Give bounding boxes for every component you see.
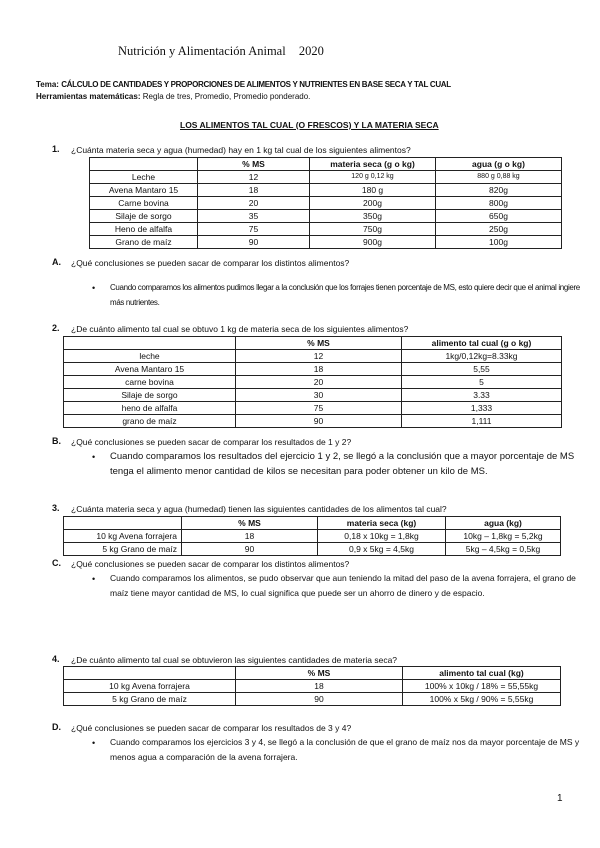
table-cell: 750g [310, 223, 436, 236]
table-header-cell [64, 337, 236, 350]
qb-letter: B. [52, 436, 61, 446]
table-cell: 5 kg Grano de maíz [64, 693, 236, 706]
table-row [64, 680, 561, 693]
table-cell: grano de maíz [64, 415, 236, 428]
table-cell: 820g [436, 184, 562, 197]
table-cell: 250g [436, 223, 562, 236]
table-cell: Avena Mantaro 15 [64, 363, 236, 376]
table-row [90, 197, 562, 210]
table-cell: carne bovina [64, 376, 236, 389]
table-cell: Silaje de sorgo [90, 210, 198, 223]
qb-text: ¿Qué conclusiones se pueden sacar de comparar los resultados de 1 y 2? [71, 437, 352, 447]
table-header-cell: % MS [198, 158, 310, 171]
table-cell: 1,333 [402, 402, 562, 415]
table-cell: Heno de alfalfa [90, 223, 198, 236]
table-cell: 12 [198, 171, 310, 184]
table-cell: 5,55 [402, 363, 562, 376]
qd-answer: Cuando comparamos los ejercicios 3 y 4, se llegó a la conclusión de que el grano de maíz nos da mayor porcentaje de MS y menos agua a comparación de la avena forrajera. [110, 737, 580, 762]
table-cell: 10kg – 1,8kg = 5,2kg [446, 530, 561, 543]
table-row [64, 530, 561, 543]
table-cell: 200g [310, 197, 436, 210]
section-title: LOS ALIMENTOS TAL CUAL (O FRESCOS) Y LA MATERIA SECA [180, 120, 439, 130]
table-cell: 20 [236, 376, 402, 389]
table-row [90, 223, 562, 236]
table-row [64, 350, 562, 363]
table-cell: 350g [310, 210, 436, 223]
table-header-cell: materia seca (g o kg) [310, 158, 436, 171]
qc-letter: C. [52, 558, 61, 568]
table-cell: 18 [182, 530, 318, 543]
qa-letter: A. [52, 257, 61, 267]
tema-text: CÁLCULO DE CANTIDADES Y PROPORCIONES DE ALIMENTOS Y NUTRIENTES EN BASE SECA Y TAL CUAL [61, 80, 451, 89]
bullet-icon: • [92, 452, 96, 462]
q1-text: ¿Cuánta materia seca y agua (humedad) hay en 1 kg tal cual de los siguientes alimentos? [71, 145, 411, 155]
table-header-cell [90, 158, 198, 171]
q3-number: 3. [52, 503, 60, 513]
table-header-row [64, 667, 561, 680]
bullet-icon: • [92, 738, 96, 748]
table-cell: 90 [198, 236, 310, 249]
table-cell: 5 kg Grano de maíz [64, 543, 182, 556]
table-cell: 10 kg Avena forrajera [64, 530, 182, 543]
table-cell: 90 [182, 543, 318, 556]
table-cell: 3.33 [402, 389, 562, 402]
table-cell: Carne bovina [90, 197, 198, 210]
bullet-icon: • [92, 283, 96, 293]
table-header-cell: agua (kg) [446, 517, 561, 530]
q3-table [63, 516, 561, 556]
q1-table [89, 157, 562, 249]
table-cell: 100% x 5kg / 90% = 5,55kg [403, 693, 561, 706]
table-row [64, 389, 562, 402]
table-cell: leche [64, 350, 236, 363]
table-cell: Silaje de sorgo [64, 389, 236, 402]
q3-text: ¿Cuánta materia seca y agua (humedad) tienen las siguientes cantidades de los alimentos tal cual? [71, 504, 447, 514]
table-row [64, 402, 562, 415]
q4-number: 4. [52, 654, 60, 664]
qc-text: ¿Qué conclusiones se pueden sacar de comparar los distintos alimentos? [71, 559, 350, 569]
table-cell: 100g [436, 236, 562, 249]
qd-letter: D. [52, 722, 61, 732]
table-row [64, 376, 562, 389]
table-cell: 18 [236, 363, 402, 376]
herramientas-line [36, 92, 310, 101]
table-cell: 100% x 10kg / 18% = 55,55kg [403, 680, 561, 693]
q2-text: ¿De cuánto alimento tal cual se obtuvo 1 kg de materia seca de los siguientes alimentos? [71, 324, 409, 334]
table-cell: 35 [198, 210, 310, 223]
table-cell: 90 [236, 415, 402, 428]
table-cell: 5 [402, 376, 562, 389]
q4-table [63, 666, 561, 706]
qa-answer: Cuando comparamos los alimentos pudimos llegar a la conclusión que los forrajes tienen porcentaje de MS, esto quiere decir que el animal ingiere más nutrientes. [110, 283, 580, 307]
table-cell: 75 [198, 223, 310, 236]
herramientas-text: Regla de tres, Promedio, Promedio ponderado. [142, 92, 311, 101]
table-cell: 1,111 [402, 415, 562, 428]
table-cell: 20 [198, 197, 310, 210]
table-cell: 0,9 x 5kg = 4,5kg [318, 543, 446, 556]
table-cell: Avena Mantaro 15 [90, 184, 198, 197]
table-cell: 12 [236, 350, 402, 363]
table-row [90, 236, 562, 249]
herramientas-label: Herramientas matemáticas: [36, 92, 141, 101]
header-title [118, 44, 324, 59]
table-header-cell: % MS [182, 517, 318, 530]
table-row [90, 210, 562, 223]
table-cell: 880 g 0,88 kg [436, 171, 562, 184]
table-header-cell [64, 667, 236, 680]
table-cell: 1kg/0,12kg=8.33kg [402, 350, 562, 363]
table-cell: 180 g [310, 184, 436, 197]
table-header-cell: materia seca (kg) [318, 517, 446, 530]
course-title: Nutrición y Alimentación Animal [118, 44, 286, 58]
table-header-cell [64, 517, 182, 530]
table-cell: 10 kg Avena forrajera [64, 680, 236, 693]
table-cell: heno de alfalfa [64, 402, 236, 415]
table-cell: 75 [236, 402, 402, 415]
table-row [64, 693, 561, 706]
table-cell: 30 [236, 389, 402, 402]
table-header-cell: % MS [236, 667, 403, 680]
table-cell: Leche [90, 171, 198, 184]
table-header-row [90, 158, 562, 171]
table-cell: 18 [198, 184, 310, 197]
table-header-cell: % MS [236, 337, 402, 350]
table-cell: Grano de maíz [90, 236, 198, 249]
table-cell: 650g [436, 210, 562, 223]
table-cell: 900g [310, 236, 436, 249]
q2-table [63, 336, 562, 428]
qb-answer: Cuando comparamos los resultados del ejercicio 1 y 2, se llegó a la conclusión que a mayor porcentaje de MS tenga el alimento menor cantidad de kilos se necesitan para poder obtener un kilo de MS. [110, 451, 575, 477]
table-cell: 5kg – 4,5kg = 0,5kg [446, 543, 561, 556]
tema-line [36, 80, 451, 89]
table-header-cell: alimento tal cual (g o kg) [402, 337, 562, 350]
table-cell: 18 [236, 680, 403, 693]
table-cell: 800g [436, 197, 562, 210]
table-row [64, 543, 561, 556]
tema-label: Tema: [36, 80, 59, 89]
q1-number: 1. [52, 144, 60, 154]
table-cell: 120 g 0,12 kg [310, 171, 436, 184]
course-year: 2020 [298, 44, 324, 58]
table-header-row [64, 337, 562, 350]
qc-answer: Cuando comparamos los alimentos, se pudo observar que aun teniendo la mitad del paso de la avena forrajera, el grano de maíz tiene mayor cantidad de MS, lo cual significa que puede ser un ahorro de dinero y de espacio. [110, 573, 576, 598]
table-row [64, 415, 562, 428]
qd-text: ¿Qué conclusiones se pueden sacar de comparar los resultados de 3 y 4? [71, 723, 352, 733]
table-header-cell: alimento tal cual (kg) [403, 667, 561, 680]
table-row [64, 363, 562, 376]
q4-text: ¿De cuánto alimento tal cual se obtuvieron las siguientes cantidades de materia seca? [71, 655, 398, 665]
qa-text: ¿Qué conclusiones se pueden sacar de comparar los distintos alimentos? [71, 258, 350, 268]
table-row [90, 184, 562, 197]
table-header-row [64, 517, 561, 530]
table-cell: 0,18 x 10kg = 1,8kg [318, 530, 446, 543]
page-number: 1 [557, 793, 563, 804]
table-row [90, 171, 562, 184]
table-cell: 90 [236, 693, 403, 706]
table-header-cell: agua (g o kg) [436, 158, 562, 171]
bullet-icon: • [92, 574, 96, 584]
q2-number: 2. [52, 323, 60, 333]
